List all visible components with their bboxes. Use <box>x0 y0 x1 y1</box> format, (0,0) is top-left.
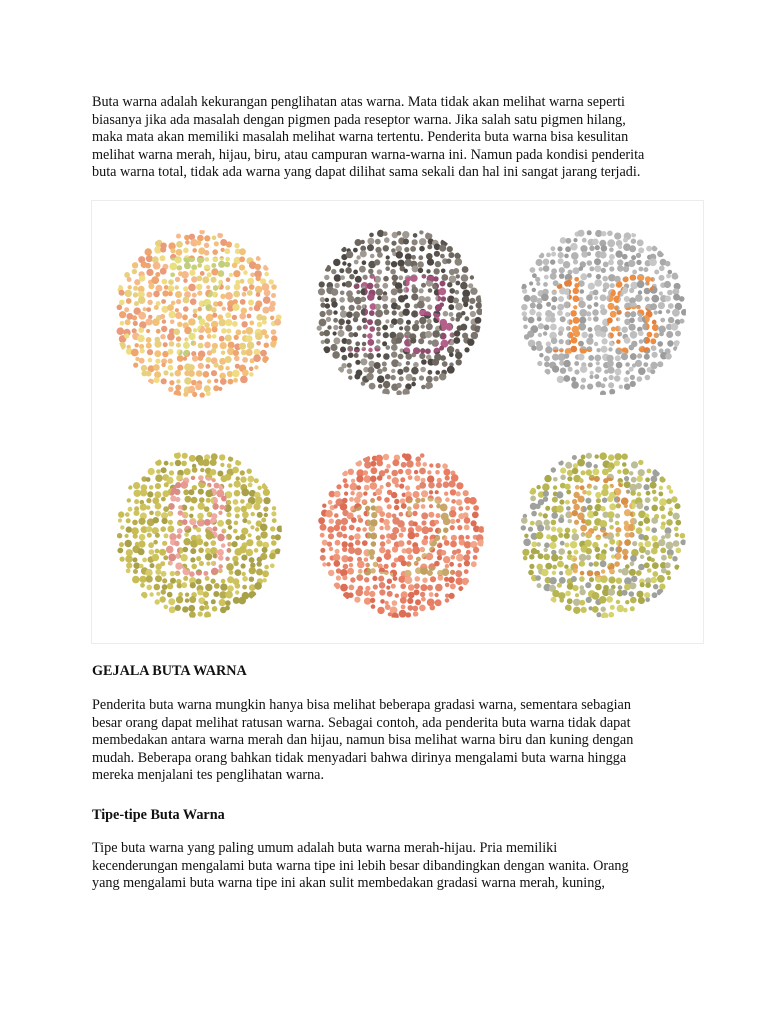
text-line: besar orang dapat melihat ratusan warna. Sebagai contoh, ada penderita buta warna tidak dapat <box>92 714 631 731</box>
text-line: buta warna total, tidak ada warna yang dapat dilihat sama sekali dan hal ini sangat jarang terjadi. <box>92 164 641 181</box>
ishihara-plate: 7 <box>116 229 281 398</box>
text-line: kecenderungan mengalami buta warna tipe ini lebih besar dibandingkan dengan wanita. Orang <box>92 857 629 874</box>
ishihara-plate: 13 <box>317 230 484 396</box>
text-line: mereka menjalani tes penglihatan warna. <box>92 767 325 784</box>
text-line: yang mengalami buta warna tipe ini akan sulit membedakan gradasi warna merah, kuning, <box>92 875 605 892</box>
text-line: mudah. Beberapa orang bahkan tidak menyadari bahwa dirinya mengalami buta warna hingga <box>92 749 627 766</box>
ishihara-plates-figure <box>91 200 704 644</box>
text-line: Tipe buta warna yang paling umum adalah buta warna merah-hijau. Pria memiliki <box>92 840 558 856</box>
ishihara-plate <box>521 230 688 397</box>
ishihara-plate: 8 <box>117 452 284 619</box>
ishihara-plate: 9 <box>521 452 687 619</box>
ishihara-plate <box>318 453 485 620</box>
section-heading-tipe: Tipe-tipe Buta Warna <box>92 807 225 823</box>
ishihara-plates-image <box>92 201 703 643</box>
text-line: Buta warna adalah kekurangan penglihatan atas warna. Mata tidak akan melihat warna seperti <box>92 94 625 110</box>
types-paragraph <box>92 840 692 893</box>
symptoms-paragraph <box>92 697 692 785</box>
text-line: biasanya jika ada masalah dengan pigmen pada reseptor warna. Jika salah satu pigmen hilang, <box>92 111 626 128</box>
section-heading-gejala: GEJALA BUTA WARNA <box>92 663 247 679</box>
text-line: Penderita buta warna mungkin hanya bisa melihat beberapa gradasi warna, sementara sebagian <box>92 697 631 713</box>
intro-paragraph <box>92 94 692 182</box>
text-line: membedakan antara warna merah dan hijau, namun bisa melihat warna biru dan kuning dengan <box>92 732 634 749</box>
text-line: melihat warna merah, hijau, biru, atau campuran warna-warna ini. Namun pada kondisi penderita <box>92 146 645 163</box>
text-line: maka mata akan memiliki masalah melihat warna tertentu. Penderita buta warna bisa kesulitan <box>92 129 629 146</box>
